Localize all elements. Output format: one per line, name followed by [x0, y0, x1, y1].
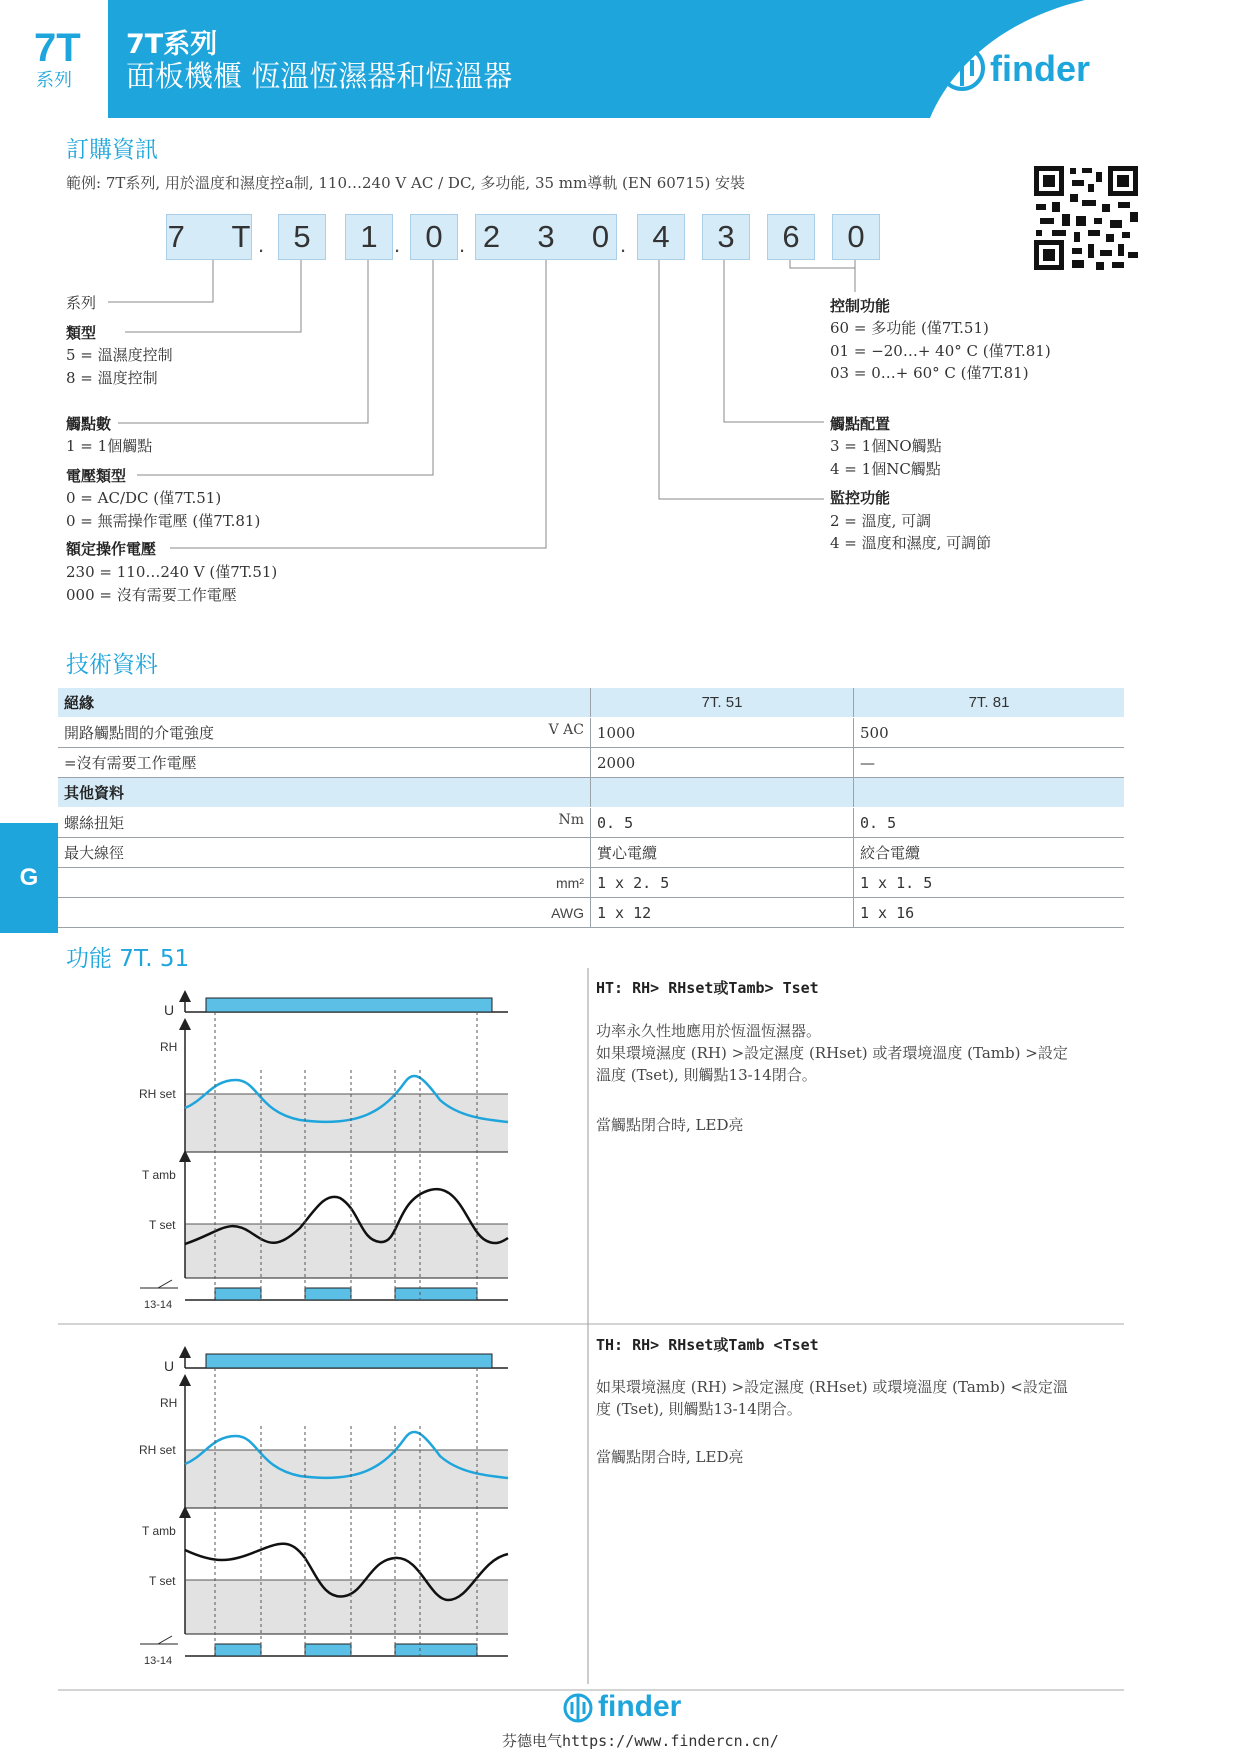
ht-description: [596, 1020, 1106, 1086]
label-contact-config: 觸點配置: [830, 415, 891, 433]
table-cell: 1000: [591, 718, 854, 748]
section-tab: G: [0, 823, 58, 933]
technical-title: 技術資料: [66, 652, 158, 678]
code-box-contacts: 1: [345, 214, 393, 260]
monitor-item: 4 = 溫度和濕度, 可調節: [830, 534, 992, 552]
code-box-monitor: 4: [637, 214, 685, 260]
unit: Nm: [558, 812, 584, 828]
unit: AWG: [551, 904, 584, 921]
label-series: 系列: [66, 294, 97, 312]
table-row: [58, 808, 1124, 838]
label-voltage-type: 電壓類型: [66, 467, 127, 485]
table-cell: [58, 868, 591, 898]
axis-u: U: [164, 1358, 175, 1374]
table-cell: 1 x 2. 5: [591, 868, 854, 898]
ordering-example: 範例: 7T系列, 用於溫度和濕度控a制, 110…240 V AC / DC, 多功能, 35 mm導軌 (EN 60715) 安裝: [66, 174, 746, 192]
technical-table: [58, 688, 1124, 928]
type-item: 5 = 溫濕度控制: [66, 346, 173, 364]
contact-config-item: 3 = 1個NO觸點: [830, 437, 942, 455]
axis-contact: 13-14: [144, 1299, 173, 1311]
monitor-item: 2 = 溫度, 可調: [830, 512, 932, 530]
code-box-rated-voltage: [475, 214, 617, 260]
text-line: 功率永久性地應用於恆溫恆濕器。: [596, 1022, 822, 1040]
table-cell: 1 x 1. 5: [854, 868, 1125, 898]
axis-tset: T set: [149, 1574, 176, 1588]
ht-heading: HT: RH> RHset或Tamb> Tset: [596, 979, 819, 997]
finder-logo-icon: [562, 1692, 594, 1724]
voltage-type-item: 0 = AC/DC (僅7T.51): [66, 489, 222, 507]
text-line: 溫度 (Tset), 則觸點13-14閉合。: [596, 1066, 817, 1084]
table-cell: [58, 748, 591, 778]
col-7t51: 7T. 51: [591, 688, 854, 718]
axis-tamb: T amb: [142, 1168, 176, 1182]
code-char: 0: [591, 219, 610, 254]
table-cell: 0. 5: [591, 808, 854, 838]
label-contacts: 觸點數: [66, 415, 112, 433]
row-label: 開路觸點間的介電強度: [64, 724, 215, 742]
code-char: T: [231, 219, 251, 254]
table-cell: [58, 718, 591, 748]
ht-diagram: [140, 996, 508, 1300]
row-label: 最大線徑: [64, 844, 125, 862]
code-dot: .: [394, 232, 401, 257]
code-char: 2: [482, 219, 501, 254]
code-char: 7: [167, 219, 185, 254]
table-cell: [854, 778, 1125, 808]
footer-brand: finder: [598, 1690, 682, 1723]
other-data-label: 其他資料: [58, 778, 591, 808]
header-title: 面板機櫃 恆溫恆濕器和恆溫器: [126, 59, 513, 93]
control-item: 60 = 多功能 (僅7T.51): [830, 319, 989, 337]
label-rated-voltage: 額定操作電壓: [66, 540, 157, 558]
axis-rhset: RH set: [139, 1087, 176, 1101]
series-code: 7T: [34, 26, 81, 70]
table-cell: [58, 898, 591, 928]
brand-name: finder: [990, 48, 1091, 89]
contacts-item: 1 = 1個觸點: [66, 437, 153, 455]
axis-tset: T set: [149, 1218, 176, 1232]
th-diagram: [140, 1352, 508, 1656]
table-cell: 實心電纜: [591, 838, 854, 868]
table-row: [58, 688, 1124, 718]
text-line: 度 (Tset), 則觸點13-14閉合。: [596, 1400, 802, 1418]
table-cell: 1 x 16: [854, 898, 1125, 928]
label-type: 類型: [66, 324, 97, 342]
code-box-control-1: 6: [767, 214, 815, 260]
code-box-control-2: 0: [832, 214, 880, 260]
qr-code-icon: [1032, 164, 1140, 272]
th-led-note: 當觸點閉合時, LED亮: [596, 1448, 744, 1466]
label-monitor: 監控功能: [830, 489, 891, 507]
table-row: [58, 868, 1124, 898]
table-row: [58, 748, 1124, 778]
table-cell: 絞合電纜: [854, 838, 1125, 868]
table-cell: 500: [854, 718, 1125, 748]
code-dot: .: [620, 232, 627, 257]
code-char: 3: [537, 219, 555, 254]
axis-contact: 13-14: [144, 1655, 173, 1667]
rated-voltage-item: 000 = 沒有需要工作電壓: [66, 586, 237, 604]
table-cell: 0. 5: [854, 808, 1125, 838]
axis-rh: RH: [160, 1396, 178, 1410]
series-code-sub: 系列: [36, 70, 72, 91]
table-cell: [58, 808, 591, 838]
table-row: [58, 718, 1124, 748]
table-cell: —: [854, 748, 1125, 778]
table-row: [58, 838, 1124, 868]
contact-config-item: 4 = 1個NC觸點: [830, 460, 941, 478]
table-cell: [591, 778, 854, 808]
table-row: [58, 898, 1124, 928]
text-line: 如果環境濕度 (RH) >設定濕度 (RHset) 或者環境溫度 (Tamb) >設定: [596, 1044, 1068, 1062]
finder-logo-icon: [938, 44, 986, 92]
code-dot: .: [258, 232, 265, 257]
axis-rh: RH: [160, 1040, 178, 1054]
col-7t81: 7T. 81: [854, 688, 1125, 718]
axis-tamb: T amb: [142, 1524, 176, 1538]
row-label: 螺絲扭矩: [64, 814, 125, 832]
table-row: [58, 778, 1124, 808]
text-line: 如果環境濕度 (RH) >設定濕度 (RHset) 或環境溫度 (Tamb) <設定溫: [596, 1378, 1068, 1396]
code-box-voltage-type: 0: [410, 214, 458, 260]
th-heading: TH: RH> RHset或Tamb <Tset: [596, 1336, 819, 1354]
table-cell: [58, 838, 591, 868]
insulation-label: 絕緣: [58, 688, 591, 718]
footer-url[interactable]: 芬德电气https://www.findercn.cn/: [502, 1732, 779, 1750]
ht-led-note: 當觸點閉合時, LED亮: [596, 1116, 744, 1134]
code-box-contact-config: 3: [702, 214, 750, 260]
ordering-title: 訂購資訊: [66, 137, 158, 163]
code-box-series: [166, 214, 252, 260]
unit: mm²: [556, 874, 584, 891]
unit: V AC: [548, 722, 584, 738]
axis-rhset: RH set: [139, 1443, 176, 1457]
function-title: 功能 7T. 51: [66, 946, 190, 972]
type-item: 8 = 溫度控制: [66, 369, 158, 387]
voltage-type-item: 0 = 無需操作電壓 (僅7T.81): [66, 512, 261, 530]
label-control: 控制功能: [830, 297, 891, 315]
control-item: 01 = −20…+ 40° C (僅7T.81): [830, 342, 1051, 360]
th-description: [596, 1376, 1106, 1420]
code-dot: .: [459, 232, 466, 257]
axis-u: U: [164, 1002, 175, 1018]
header-series: 7T系列: [126, 29, 218, 60]
rated-voltage-item: 230 = 110…240 V (僅7T.51): [66, 563, 278, 581]
table-cell: 2000: [591, 748, 854, 778]
row-label: =沒有需要工作電壓: [64, 754, 197, 772]
table-cell: 1 x 12: [591, 898, 854, 928]
control-item: 03 = 0…+ 60° C (僅7T.81): [830, 364, 1029, 382]
code-box-type: 5: [278, 214, 326, 260]
